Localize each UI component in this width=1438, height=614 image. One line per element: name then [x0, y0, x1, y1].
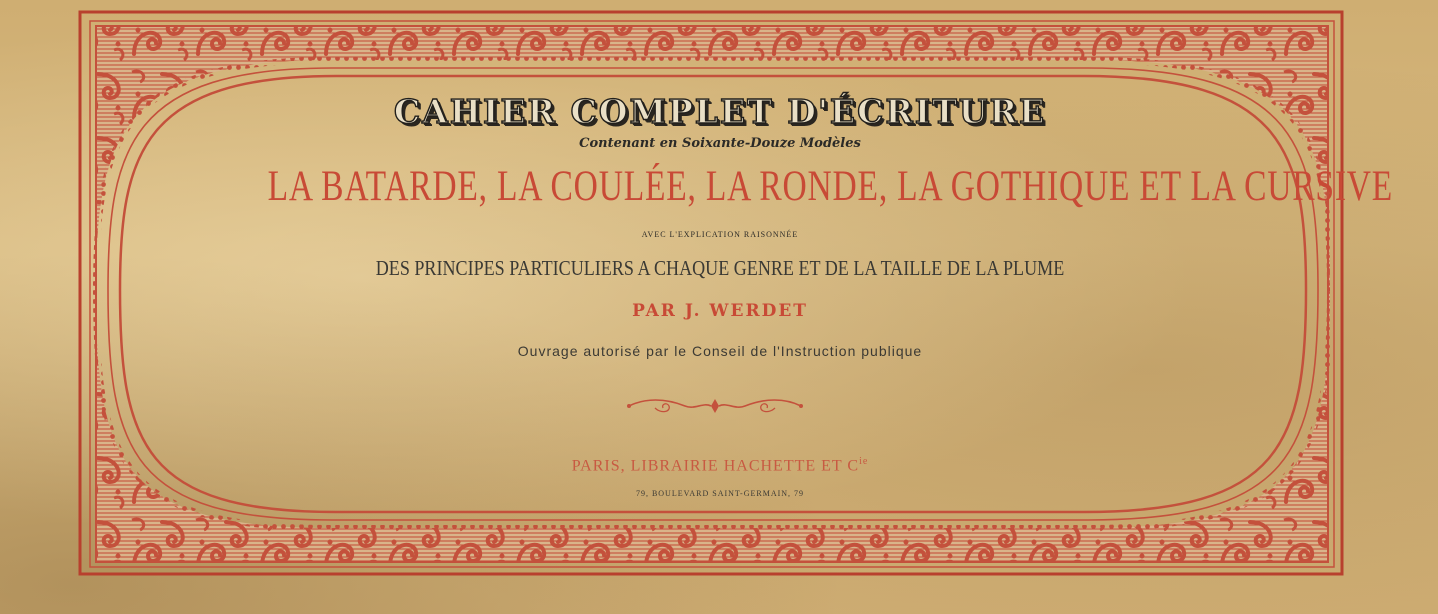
- publisher-name: PARIS, LIBRAIRIE HACHETTE ET C: [571, 457, 860, 475]
- cover-title: CAHIER COMPLET D'ÉCRITURE: [393, 92, 1047, 131]
- cover-subtitle: Contenant en Soixante-Douze Modèles: [579, 136, 861, 151]
- cover-text-area: [140, 84, 1394, 524]
- publisher-line: [140, 456, 1300, 475]
- principles-line: DES PRINCIPES PARTICULIERS A CHAQUE GENRE ET DE LA TAILLE DE LA PLUME: [375, 256, 1065, 280]
- publisher-address: 79, BOULEVARD SAINT-GERMAIN, 79: [635, 489, 805, 498]
- writing-styles-heading: LA BATARDE, LA COULÉE, LA RONDE, LA GOTHIQUE ET LA CURSIVE: [267, 163, 1394, 210]
- publisher-superscript: ie: [859, 456, 869, 467]
- author-line: PAR J. WERDET: [632, 301, 808, 321]
- fleuron-icon: [625, 396, 805, 416]
- explanation-line: AVEC L'EXPLICATION RAISONNÉE: [641, 230, 799, 239]
- authorization-note: Ouvrage autorisé par le Conseil de l'Instruction publique: [517, 343, 923, 359]
